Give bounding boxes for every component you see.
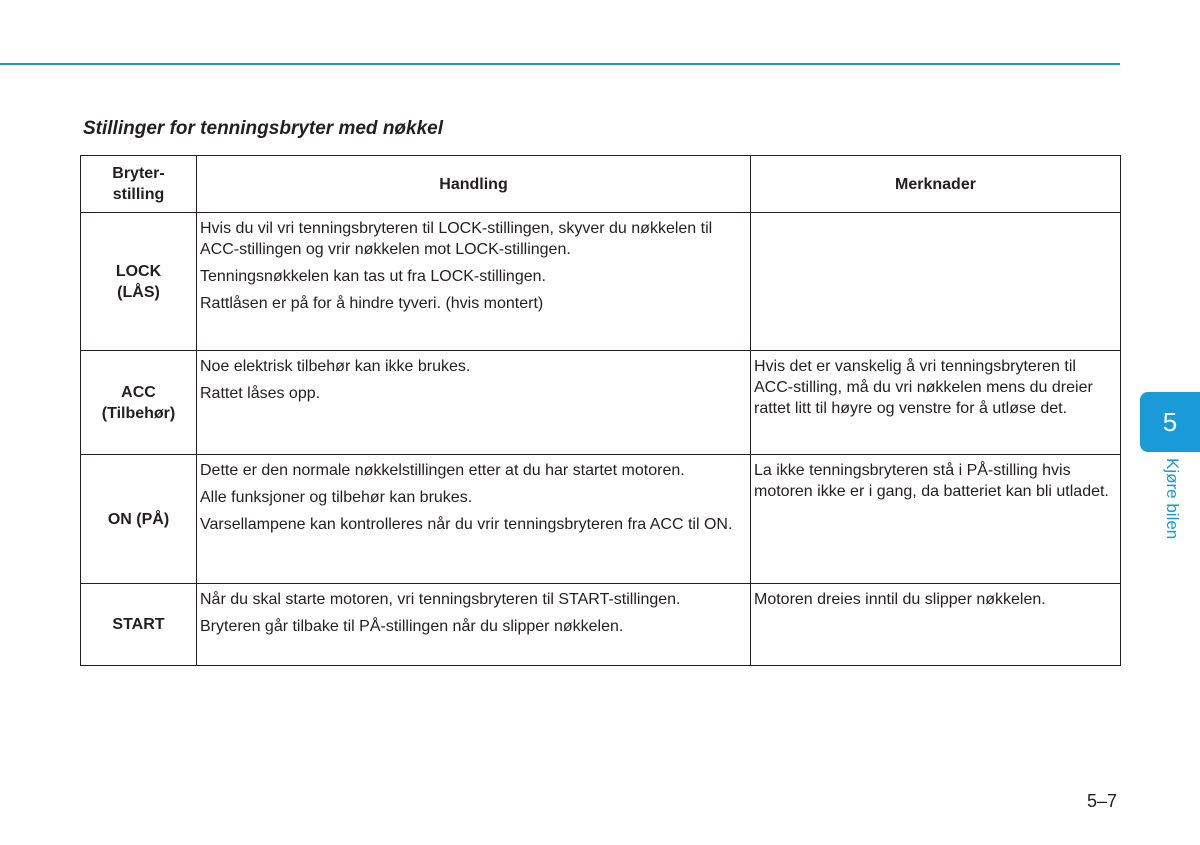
chapter-number-tab: 5 xyxy=(1140,392,1200,452)
action-lock-line-2: Tenningsnøkkelen kan tas ut fra LOCK-stillingen. xyxy=(200,268,546,285)
action-lock xyxy=(197,213,751,351)
notes-start: Motoren dreies inntil du slipper nøkkelen. xyxy=(751,584,1121,666)
table-row-lock xyxy=(81,213,1121,351)
notes-acc: Hvis det er vanskelig å vri tenningsbryteren til ACC-stilling, må du vri nøkkelen mens du dreier rattet litt til høyre og venstre for å utløse det. xyxy=(751,351,1121,455)
position-lock: LOCK (LÅS) xyxy=(81,213,197,351)
header-action: Handling xyxy=(197,156,751,213)
action-on xyxy=(197,455,751,584)
page-number: 5–7 xyxy=(1086,791,1117,811)
action-acc xyxy=(197,351,751,455)
notes-on: La ikke tenningsbryteren stå i PÅ-stilling hvis motoren ikke er i gang, da batteriet kan bli utladet. xyxy=(751,455,1121,584)
header-notes: Merknader xyxy=(751,156,1121,213)
header-rule xyxy=(0,63,1120,65)
action-lock-line-3: Rattlåsen er på for å hindre tyveri. (hvis montert) xyxy=(200,295,544,312)
action-on-line-1: Dette er den normale nøkkelstillingen etter at du har startet motoren. xyxy=(200,462,685,479)
action-acc-line-2: Rattet låses opp. xyxy=(200,385,321,402)
table-row-start xyxy=(81,584,1121,666)
notes-lock xyxy=(751,213,1121,351)
action-lock-line-1: Hvis du vil vri tenningsbryteren til LOCK-stillingen, skyver du nøkkelen til ACC-stillingen og vrir nøkkelen mot LOCK-stillingen. xyxy=(200,220,713,258)
action-start-line-2: Bryteren går tilbake til PÅ-stillingen når du slipper nøkkelen. xyxy=(200,618,624,635)
table-header-row xyxy=(81,156,1121,213)
action-on-line-2: Alle funksjoner og tilbehør kan brukes. xyxy=(200,489,473,506)
ignition-positions-table xyxy=(80,155,1121,666)
position-acc: ACC (Tilbehør) xyxy=(81,351,197,455)
header-position: Bryter- stilling xyxy=(81,156,197,213)
position-start: START xyxy=(81,584,197,666)
action-on-line-3: Varsellampene kan kontrolleres når du vrir tenningsbryteren fra ACC til ON. xyxy=(200,516,733,533)
action-acc-line-1: Noe elektrisk tilbehør kan ikke brukes. xyxy=(200,358,471,375)
table-row-on xyxy=(81,455,1121,584)
position-on: ON (PÅ) xyxy=(81,455,197,584)
table-row-acc xyxy=(81,351,1121,455)
action-start-line-1: Når du skal starte motoren, vri tenningsbryteren til START-stillingen. xyxy=(200,591,681,608)
section-title: Stillinger for tenningsbryter med nøkkel xyxy=(83,118,444,139)
action-start xyxy=(197,584,751,666)
chapter-name: Kjøre bilen xyxy=(1163,458,1182,540)
